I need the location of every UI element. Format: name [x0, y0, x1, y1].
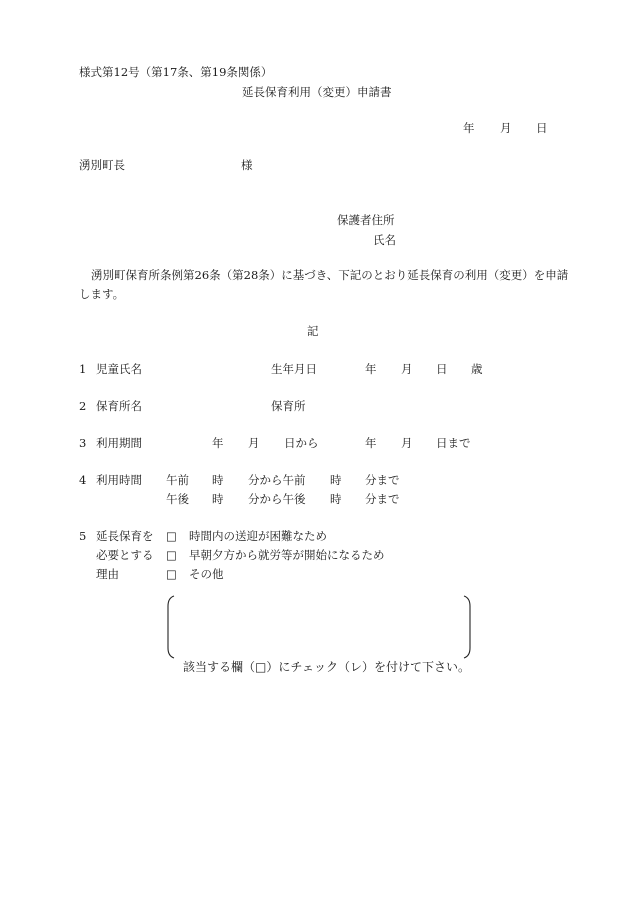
time-am-from: 午前 — [166, 473, 189, 487]
period-from-year: 年 — [212, 436, 224, 450]
reason-option2-checkbox[interactable]: □ — [166, 548, 177, 562]
body-text-line2: します。 — [79, 287, 125, 301]
period-from-day: 日から — [284, 436, 319, 450]
period-from-month: 月 — [248, 436, 260, 450]
item4-label: 利用時間 — [96, 473, 142, 487]
birth-year-label: 年 — [365, 362, 377, 376]
period-to-month: 月 — [401, 436, 413, 450]
birth-month-label: 月 — [401, 362, 413, 376]
period-to-day: 日まで — [436, 436, 471, 450]
item3-number: 3 — [79, 436, 87, 450]
reason-option3-text: その他 — [189, 567, 224, 581]
addressee-honorific: 様 — [241, 158, 253, 172]
time-pm-hour: 時 — [212, 492, 224, 506]
body-text-line1: 湧別町保育所条例第26条（第28条）に基づき、下記のとおり延長保育の利用（変更）を申請 — [91, 268, 569, 282]
document-title: 延長保育利用（変更）申請書 — [242, 85, 392, 99]
item2-number: 2 — [79, 399, 87, 413]
item5-label-line3: 理由 — [96, 567, 119, 581]
form-number: 様式第12号（第17条、第19条関係） — [79, 65, 273, 79]
nursery-suffix: 保育所 — [271, 399, 306, 413]
bracket-right — [464, 596, 470, 658]
bracket-left — [168, 596, 174, 658]
reason-option3-checkbox[interactable]: □ — [166, 567, 177, 581]
date-year-label: 年 — [463, 121, 475, 135]
item2-label: 保育所名 — [96, 399, 142, 413]
addressee-name: 湧別町長 — [79, 158, 125, 172]
item3-label: 利用期間 — [96, 436, 142, 450]
reason-option1-text: 時間内の送迎が困難なため — [189, 529, 327, 543]
time-pm-hour2: 時 — [330, 492, 342, 506]
period-to-year: 年 — [365, 436, 377, 450]
time-am-minute-end: 分まで — [365, 473, 400, 487]
guardian-address-label: 保護者住所 — [337, 213, 395, 227]
time-am-minute-from-to: 分から午前 — [248, 473, 306, 487]
item1-label: 児童氏名 — [96, 362, 142, 376]
time-am-hour: 時 — [212, 473, 224, 487]
time-pm-minute-from-to: 分から午後 — [248, 492, 306, 506]
reason-option2-text: 早朝夕方から就労等が開始になるため — [189, 548, 385, 562]
guardian-name-label: 氏名 — [373, 233, 396, 247]
age-label: 歳 — [471, 362, 483, 376]
ki-heading: 記 — [307, 324, 319, 338]
footnote: 該当する欄（□）にチェック（レ）を付けて下さい。 — [183, 660, 470, 674]
item5-number: 5 — [79, 529, 87, 543]
item4-number: 4 — [79, 473, 87, 487]
birthdate-label: 生年月日 — [271, 362, 317, 376]
time-pm-minute-end: 分まで — [365, 492, 400, 506]
time-am-hour2: 時 — [330, 473, 342, 487]
date-day-label: 日 — [536, 121, 548, 135]
time-pm-from: 午後 — [166, 492, 189, 506]
item5-label-line2: 必要とする — [96, 548, 154, 562]
item5-label-line1: 延長保育を — [96, 529, 154, 543]
reason-option1-checkbox[interactable]: □ — [166, 529, 177, 543]
date-month-label: 月 — [500, 121, 512, 135]
item1-number: 1 — [79, 362, 87, 376]
other-reason-bracket[interactable] — [160, 594, 478, 660]
birth-day-label: 日 — [436, 362, 448, 376]
